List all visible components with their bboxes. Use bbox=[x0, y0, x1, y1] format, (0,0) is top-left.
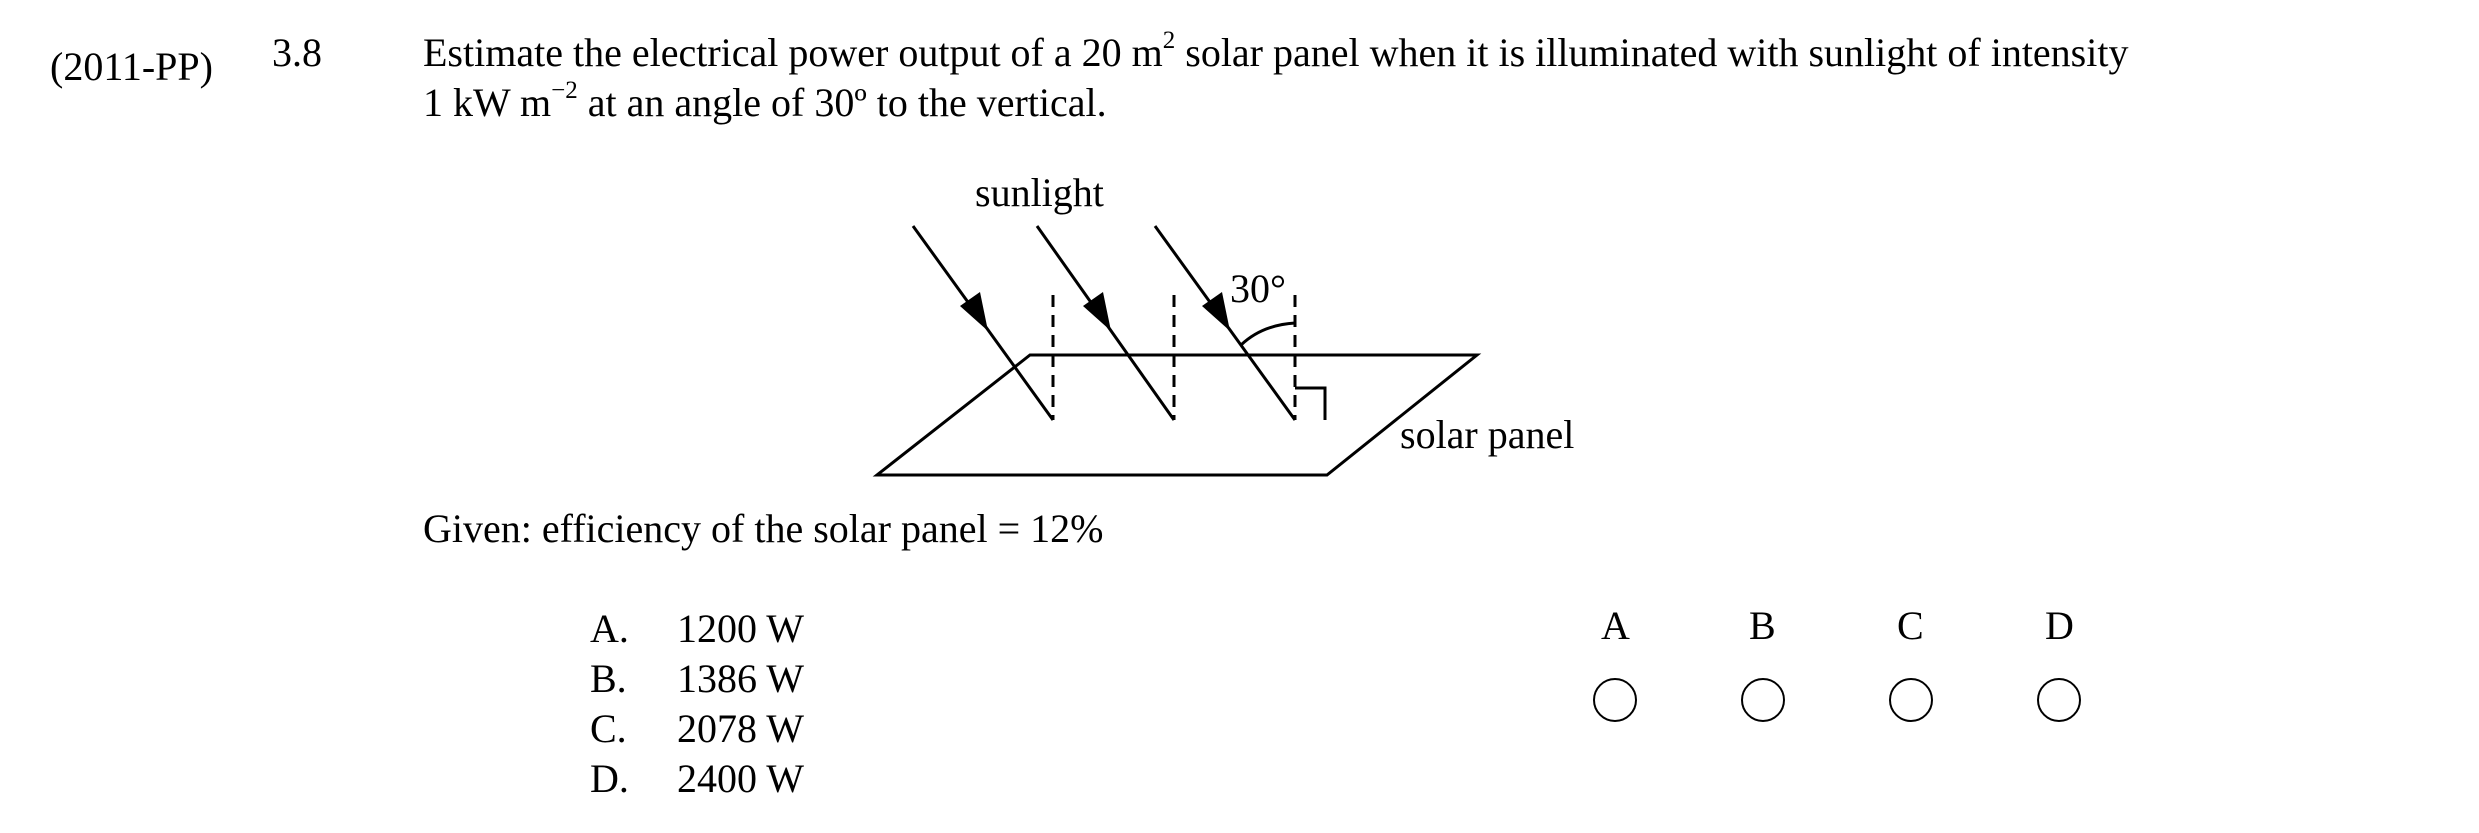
question-source: (2011-PP) bbox=[50, 44, 213, 89]
option-d-letter: D. bbox=[590, 756, 629, 801]
question-text-line-1-pre: Estimate the electrical power output of a 20 m bbox=[423, 30, 1163, 75]
answer-bubble-b[interactable] bbox=[1741, 678, 1785, 722]
option-a-letter: A. bbox=[590, 606, 629, 651]
solar-panel-label: solar panel bbox=[1400, 412, 1575, 457]
answer-label-b: B bbox=[1749, 603, 1776, 648]
question-text-line-2-post: at an angle of 30º to the vertical. bbox=[577, 80, 1107, 125]
answer-bubble-c[interactable] bbox=[1889, 678, 1933, 722]
question-text-line-2-sup: −2 bbox=[551, 76, 578, 104]
sunlight-label: sunlight bbox=[975, 170, 1104, 215]
option-d-text: 2400 W bbox=[677, 756, 805, 801]
option-b-letter: B. bbox=[590, 656, 627, 701]
answer-bubble-d[interactable] bbox=[2037, 678, 2081, 722]
answer-bubble-a[interactable] bbox=[1593, 678, 1637, 722]
question-text-line-1-sup: 2 bbox=[1162, 26, 1176, 54]
answer-label-d: D bbox=[2045, 603, 2074, 648]
option-a-text: 1200 W bbox=[677, 606, 805, 651]
option-b-text: 1386 W bbox=[677, 656, 805, 701]
question-text-line-1-post: solar panel when it is illuminated with sunlight of intensity bbox=[1175, 30, 2129, 75]
angle-label: 30° bbox=[1230, 266, 1286, 311]
question-number: 3.8 bbox=[272, 30, 322, 75]
answer-label-c: C bbox=[1897, 603, 1924, 648]
given-efficiency: Given: efficiency of the solar panel = 12% bbox=[423, 506, 1104, 551]
question-text-line-2-pre: 1 kW m bbox=[423, 80, 552, 125]
answer-label-a: A bbox=[1601, 603, 1630, 648]
solar-panel-shape bbox=[877, 355, 1477, 475]
right-angle-marker bbox=[1295, 388, 1325, 420]
option-c-letter: C. bbox=[590, 706, 627, 751]
angle-arc bbox=[1241, 323, 1295, 345]
option-c-text: 2078 W bbox=[677, 706, 805, 751]
